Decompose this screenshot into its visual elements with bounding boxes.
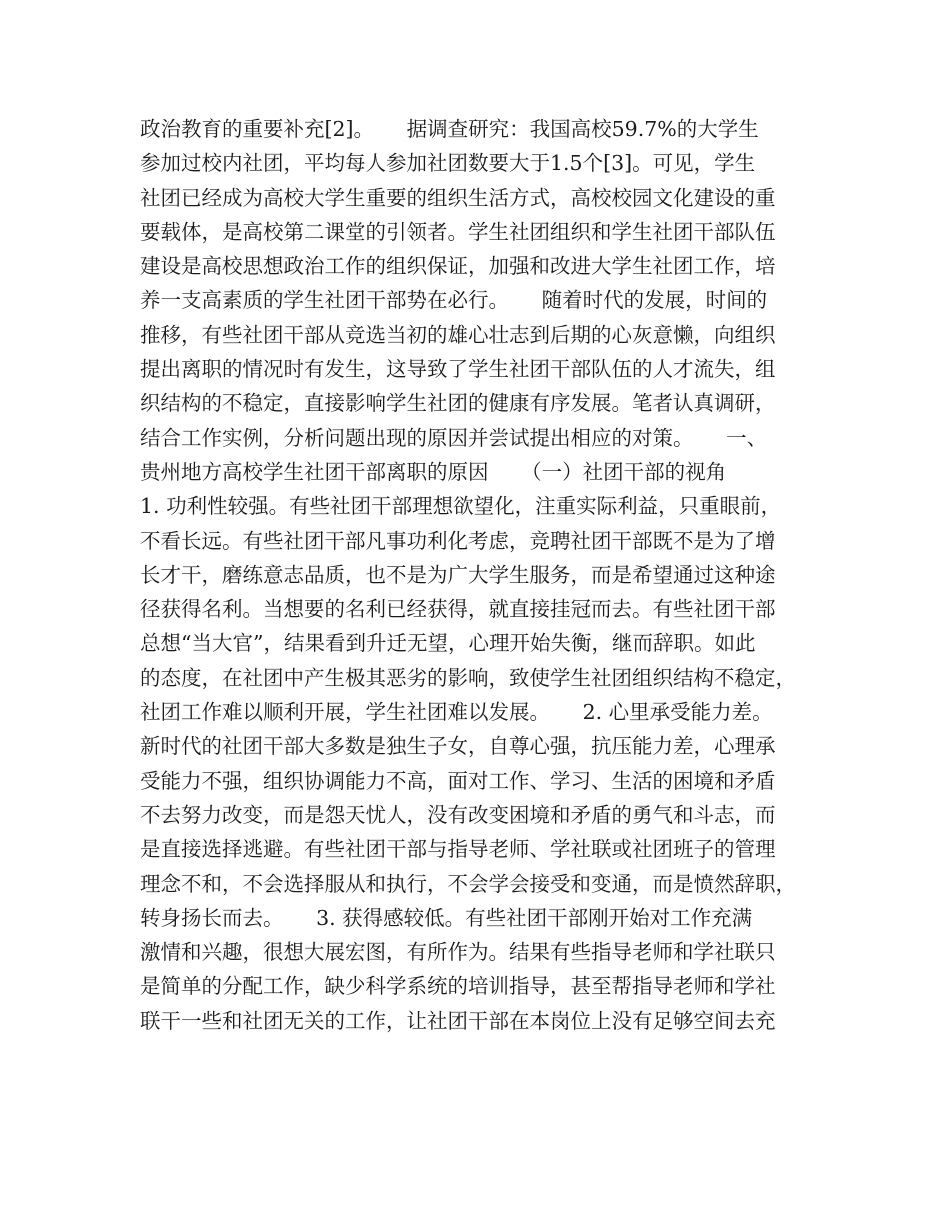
body-text <box>140 112 830 1038</box>
text-line: 受能力不强，组织协调能力不高，面对工作、学习、生活的困境和矛盾 <box>140 768 776 793</box>
text-line: 是简单的分配工作，缺少科学系统的培训指导，甚至帮指导老师和学社 <box>140 974 776 999</box>
text-line: 要载体，是高校第二课堂的引领者。学生社团组织和学生社团干部队伍 <box>140 219 776 244</box>
text-line: 政治教育的重要补充[2]。 据调查研究：我国高校59.7%的大学生 <box>140 117 759 141</box>
text-line: 社团已经成为高校大学生重要的组织生活方式，高校校园文化建设的重 <box>140 185 776 210</box>
text-line: 的态度，在社团中产生极其恶劣的影响，致使学生社团组织结构不稳定， <box>140 665 796 690</box>
text-line: 参加过校内社团，平均每人参加社团数要大于1.5个[3]。可见，学生 <box>140 151 756 176</box>
text-line: 是直接选择逃避。有些社团干部与指导老师、学社联或社团班子的管理 <box>140 837 776 862</box>
text-line: 理念不和，不会选择服从和执行，不会学会接受和变通，而是愤然辞职， <box>140 871 796 896</box>
text-line: 转身扬长而去。 3. 获得感较低。有些社团干部刚开始对工作充满 <box>140 905 753 930</box>
text-line: 新时代的社团干部大多数是独生子女，自尊心强，抗压能力差，心理承 <box>140 734 776 759</box>
text-line: 织结构的不稳定，直接影响学生社团的健康有序发展。笔者认真调研， <box>140 391 776 416</box>
text-line: 贵州地方高校学生社团干部离职的原因 （一）社团干部的视角 <box>140 459 727 484</box>
text-line: 社团工作难以顺利开展，学生社团难以发展。 2. 心里承受能力差。 <box>140 700 773 725</box>
text-line: 1. 功利性较强。有些社团干部理想欲望化，注重实际利益，只重眼前， <box>140 494 782 519</box>
text-line: 总想“当大官”，结果看到升迁无望，心理开始失衡，继而辞职。如此 <box>140 631 756 656</box>
text-line: 不去努力改变，而是怨天忧人，没有改变困境和矛盾的勇气和斗志，而 <box>140 802 776 827</box>
text-line: 联干一些和社团无关的工作，让社团干部在本岗位上没有足够空间去充 <box>140 1008 776 1033</box>
text-line: 不看长远。有些社团干部凡事功利化考虑，竞聘社团干部既不是为了增 <box>140 528 776 553</box>
text-line: 建设是高校思想政治工作的组织保证，加强和改进大学生社团工作，培 <box>140 254 776 279</box>
text-line: 推移，有些社团干部从竞选当初的雄心壮志到后期的心灰意懒，向组织 <box>140 322 776 347</box>
text-line: 长才干，磨练意志品质，也不是为广大学生服务，而是希望通过这种途 <box>140 562 776 587</box>
text-line: 提出离职的情况时有发生，这导致了学生社团干部队伍的人才流失，组 <box>140 357 776 382</box>
text-line: 激情和兴趣，很想大展宏图，有所作为。结果有些指导老师和学社联只 <box>140 940 776 965</box>
text-line: 径获得名利。当想要的名利已经获得，就直接挂冠而去。有些社团干部 <box>140 597 776 622</box>
text-line: 养一支高素质的学生社团干部势在必行。 随着时代的发展，时间的 <box>140 288 768 313</box>
text-line: 结合工作实例，分析问题出现的原因并尝试提出相应的对策。 一、 <box>140 425 768 450</box>
